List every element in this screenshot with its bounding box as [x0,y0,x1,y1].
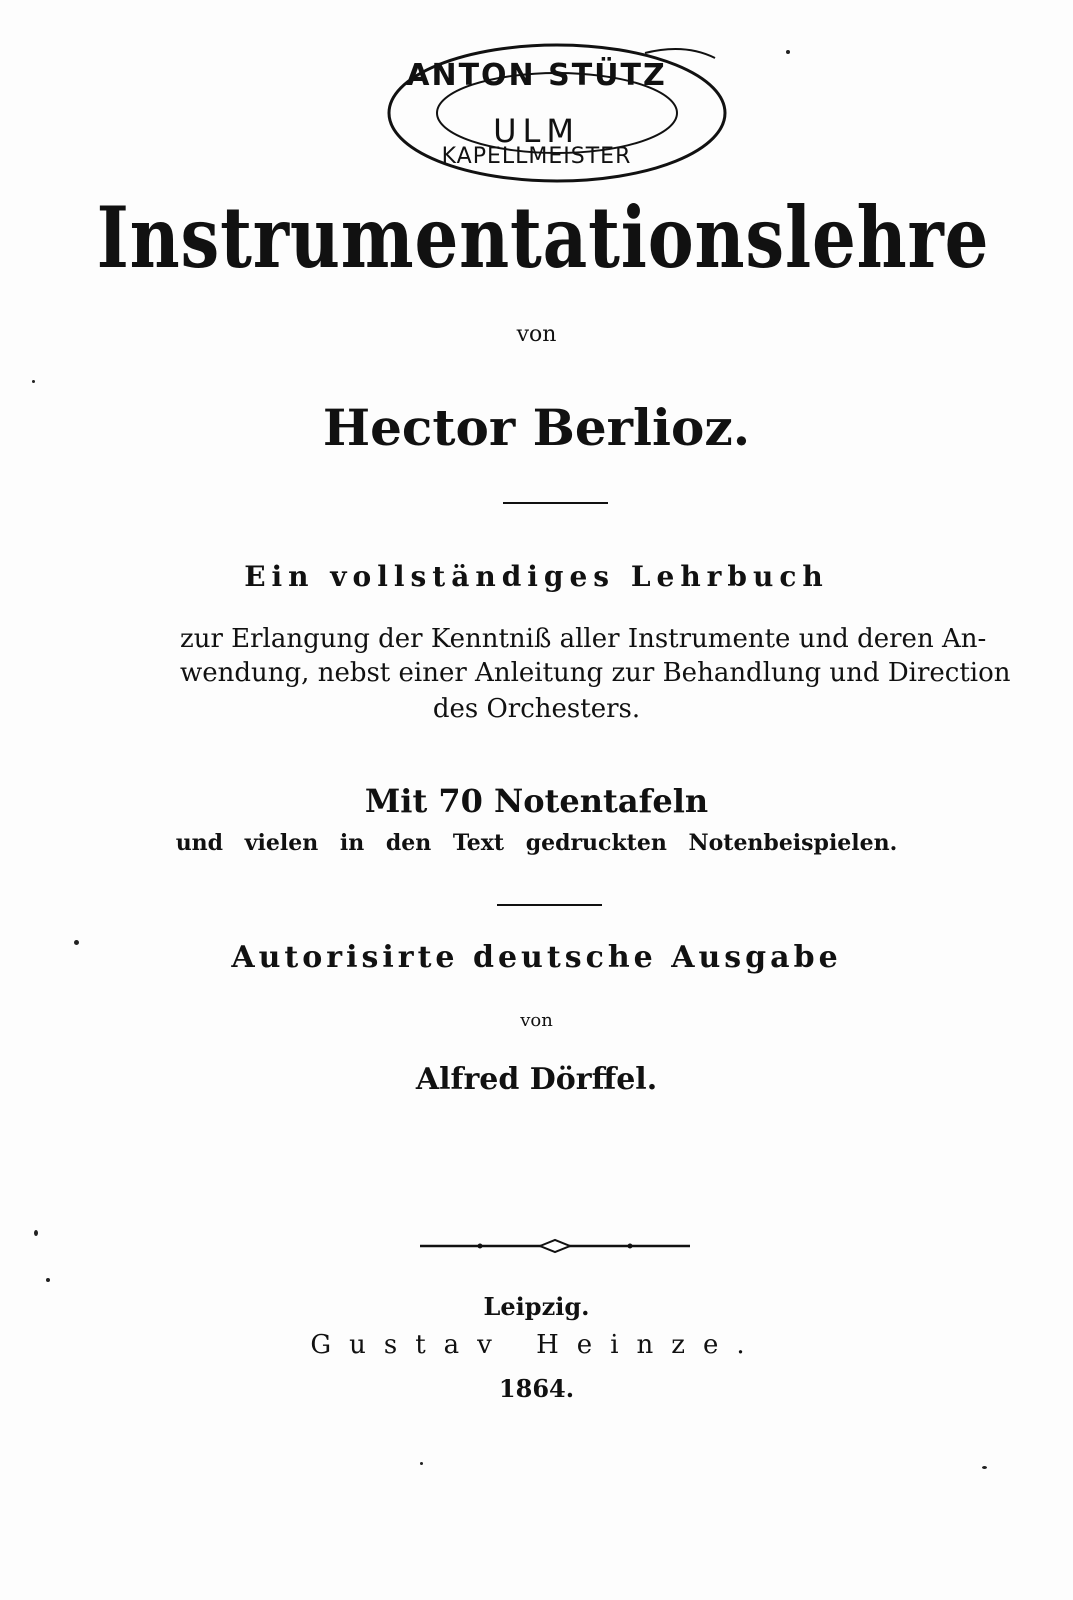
divider-1 [503,502,608,504]
edition-note: Autorisirte deutsche Ausgabe [231,940,842,975]
by-line-1: von [516,322,557,347]
by-line-2: von [520,1010,553,1031]
divider-2 [497,904,602,906]
scan-speck [32,380,35,383]
description-line-3: des Orchesters. [432,694,641,724]
examples-note: und vielen in den Text gedruckten Notenbeispielen. [175,830,898,856]
publication-year: 1864. [498,1374,575,1403]
author-name: Hector Berlioz. [322,398,751,457]
stamp-top-text: ANTON STÜTZ [406,58,667,93]
publication-place: Leipzig. [483,1292,590,1321]
description-line-1: zur Erlangung der Kenntniß aller Instrumente und deren An- [180,624,987,654]
ornament-rule-icon [420,1236,690,1256]
plates-note: Mit 70 Notentafeln [364,782,709,820]
scan-speck [34,1230,38,1236]
scan-speck [420,1462,423,1465]
description-line-2: wendung, nebst einer Anleitung zur Behandlung und Direction [180,658,1011,688]
scan-speck [786,50,790,54]
stamp-middle-text: ULM [493,112,580,150]
scan-speck [74,940,79,945]
subtitle: Ein vollständiges Lehrbuch [244,560,829,593]
publisher-name: Gustav Heinze. [310,1330,763,1360]
scan-speck [46,1278,50,1282]
scan-speck [982,1466,987,1469]
translator-name: Alfred Dörffel. [415,1062,658,1097]
stamp-bottom-text: KAPELLMEISTER [441,144,632,169]
book-title: Instrumentationslehre [96,188,990,287]
